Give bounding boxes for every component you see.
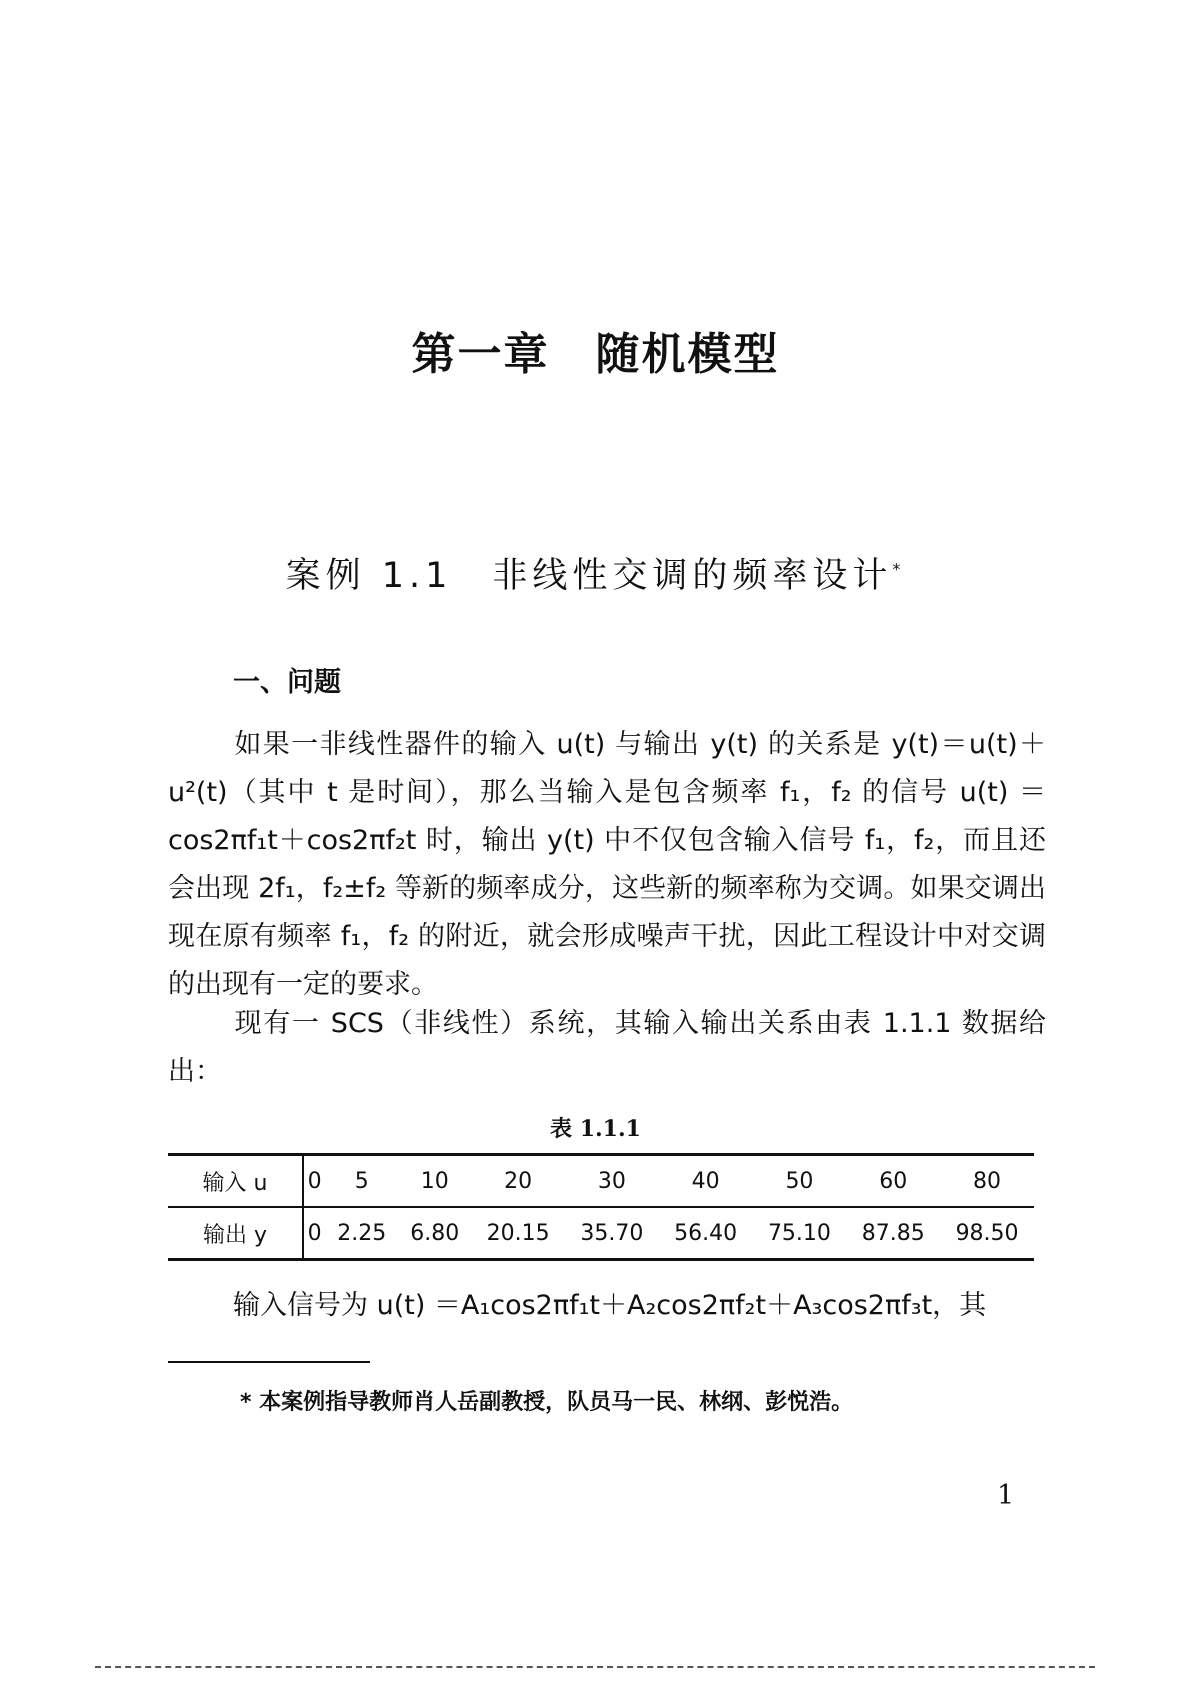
table-cell: 0 (303, 1155, 325, 1208)
table-row-input (168, 1155, 1034, 1208)
table-row-output (168, 1207, 1034, 1260)
table-cell: 2.25 (325, 1207, 398, 1260)
table-cell: 40 (659, 1155, 753, 1208)
paragraph-1 (168, 721, 1046, 1009)
paragraph-3 (168, 1282, 1046, 1330)
table-cell: 75.10 (753, 1207, 847, 1260)
footnote-marker: * (892, 559, 906, 579)
footnote-divider (168, 1361, 370, 1363)
table-cell: 80 (940, 1155, 1034, 1208)
table-cell: 10 (398, 1155, 471, 1208)
table-cell: 5 (325, 1155, 398, 1208)
table-cell: 30 (565, 1155, 659, 1208)
table-cell: 50 (753, 1155, 847, 1208)
table-cell: 87.85 (846, 1207, 940, 1260)
table-cell: 35.70 (565, 1207, 659, 1260)
data-table (168, 1153, 1034, 1261)
page-number: 1 (997, 1480, 1015, 1511)
table-cell: 6.80 (398, 1207, 471, 1260)
table-cell: 98.50 (940, 1207, 1034, 1260)
bottom-edge-line (95, 1666, 1095, 1668)
paragraph-3-text: 输入信号为 u(t) ＝A₁cos2πf₁t＋A₂cos2πf₂t＋A₃cos2πf₃t，其 (233, 1290, 987, 1321)
table-cell: 20 (471, 1155, 565, 1208)
paragraph-2-text: 现有一 SCS（非线性）系统，其输入输出关系由表 1.1.1 数据给出： (168, 1008, 1046, 1087)
footnote: * 本案例指导教师肖人岳副教授，队员马一民、林纲、彭悦浩。 (240, 1390, 854, 1415)
table-caption: 表 1.1.1 (550, 1116, 641, 1142)
section-heading: 一、问题 (233, 667, 341, 698)
paragraph-1-text: 如果一非线性器件的输入 u(t) 与输出 y(t) 的关系是 y(t)＝u(t)＋u²(t)（其中 t 是时间），那么当输入是包含频率 f₁，f₂ 的信号 u(t) ＝cos2πf₁t＋cos2πf₂t 时，输出 y(t) 中不仅包含输入信号 f₁，f₂，而且还会出现 2f₁，f₂±f₂ 等新的频率成分，这些新的频率称为交调。如果交调出现在原有频率 f₁，f₂ 的附近，就会形成噪声干扰，因此工程设计中对交调的出现有一定的要求。 (168, 729, 1046, 1000)
row-header-input: 输入 u (168, 1155, 303, 1208)
chapter-title: 第一章 随机模型 (411, 329, 780, 380)
table-cell: 56.40 (659, 1207, 753, 1260)
table-cell: 60 (846, 1155, 940, 1208)
table-cell: 0 (303, 1207, 325, 1260)
case-title-text: 案例 1.1 非线性交调的频率设计 (285, 556, 893, 596)
paragraph-2 (168, 1000, 1046, 1096)
table-cell: 20.15 (471, 1207, 565, 1260)
row-header-output: 输出 y (168, 1207, 303, 1260)
case-title (0, 548, 1191, 598)
